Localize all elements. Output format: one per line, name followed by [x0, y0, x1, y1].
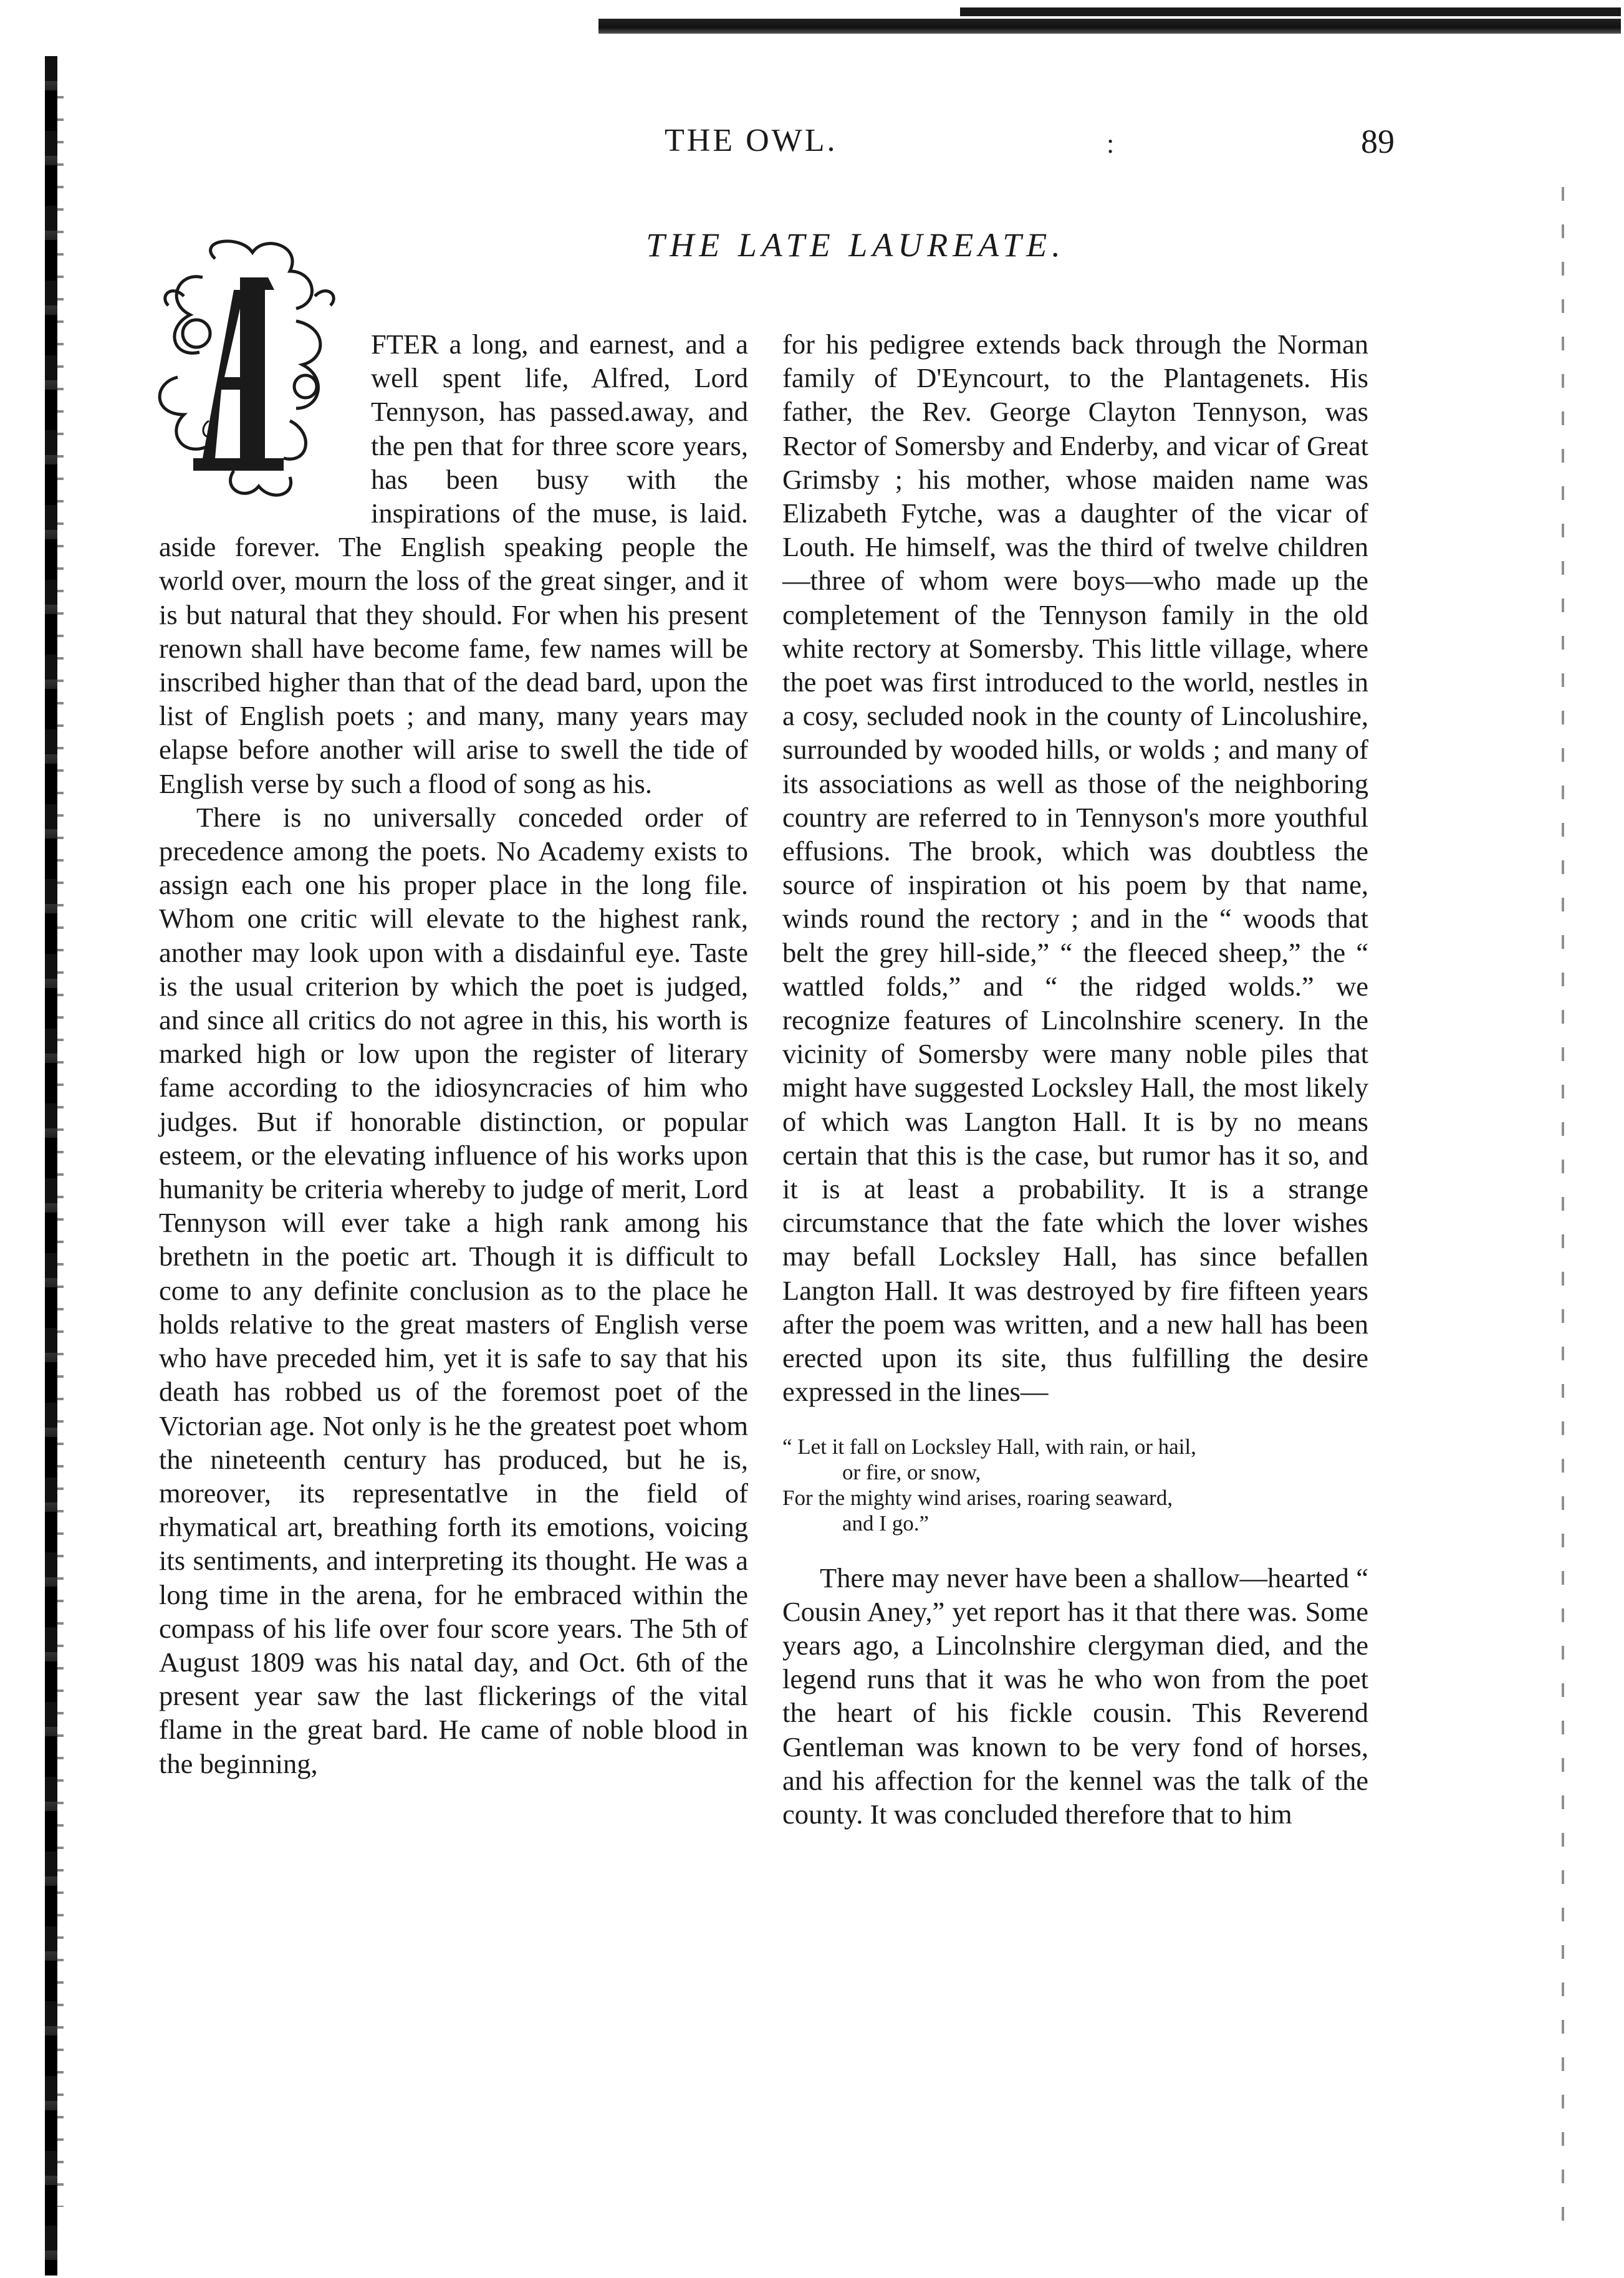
- drop-cap-ornament: [140, 234, 360, 508]
- running-head: THE OWL.: [665, 123, 838, 158]
- article-title: THE LATE LAUREATE.: [646, 226, 1065, 264]
- scan-edge-top: [598, 19, 1621, 34]
- scan-binding-edge: [45, 56, 57, 2276]
- header-mark: :: [1107, 128, 1115, 159]
- verse-line-continuation: and I go.”: [842, 1511, 929, 1535]
- page-number: 89: [1361, 123, 1395, 160]
- verse-line: For the mighty wind arises, roaring seaward,: [782, 1485, 1173, 1510]
- paragraph: There may never have been a shallow—hearted “ Cousin Aney,” yet report has it that there was. Some years ago, a Lincolnshire clergyman died, and the legend runs that it was he who won from the poet the heart of his fickle cousin. This Reverend Gentleman was known to be very fond of horses, and his affection for the kennel was the talk of the county. It was concluded therefore that to him: [782, 1562, 1368, 1830]
- paragraph: There is no universally conceded order of precedence among the poets. No Academy exists to assign each one his proper place in the long file. Whom one critic will elevate to the highest rank, another may look upon with a disdainful eye. Taste is the usual criterion by which the poet is judged, and since all critics do not agree in this, his worth is marked high or low upon the register of literary fame according to the idiosyncracies of him who judges. But if honorable distinction, or popular esteem, or the elevating influence of his works upon humanity be criteria whereby to judge of merit, Lord Tennyson will ever take a high rank among his brethetn in the poetic art. Though it is difficult to come to any definite conclusion as to the place he holds relative to the great masters of English verse who have preceded him, yet it is safe to say that his death has robbed us of the foremost poet of the Victorian age. Not only is he the greatest poet whom the nineteenth century has produced, but he is, moreover, its representatlve in the field of rhymatical art, breathing forth its emotions, voicing its sentiments, and interpreting its thought. He was a long time in the arena, for he embraced within the compass of his life over four score years. The 5th of August 1809 was his natal day, and Oct. 6th of the present year saw the last flickerings of the vital flame in the great bard. He came of noble blood in the beginning,: [159, 801, 748, 1779]
- left-column: [159, 327, 748, 1781]
- verse-quotation: [782, 1434, 1368, 1536]
- paragraph-opening: [159, 327, 748, 800]
- right-column: [782, 327, 1368, 1831]
- scan-right-edge: [1562, 187, 1564, 2244]
- scan-binding-shadow: [57, 87, 64, 2207]
- paragraph-text: FTER a long, and earnest, and a well spent life, Alfred, Lord Tennyson, has passed.away, and the pen that for three score years, has been busy with the inspirations of the muse, is laid. aside forever. The English speaking people the world over, mourn the loss of the great singer, and it is but natural that they should. For when his present renown shall have become fame, few names will be inscribed higher than that of the dead bard, upon the list of English poets ; and many, many years may elapse before another will arise to swell the tide of English verse by such a flood of song as his.: [159, 329, 748, 799]
- scan-edge-top-thin: [960, 7, 1621, 16]
- verse-line: “ Let it fall on Locksley Hall, with rain, or hail,: [782, 1434, 1196, 1459]
- paragraph: for his pedigree extends back through the Norman family of D'Eyncourt, to the Plantagenets. His father, the Rev. George Clayton Tennyson, was Rector of Somersby and Enderby, and vicar of Great Grimsby ; his mother, whose maiden name was Elizabeth Fytche, was a daughter of the vicar of Louth. He himself, was the third of twelve children—three of whom were boys—who made up the completement of the Tennyson family in the old white rectory at Somersby. This little village, where the poet was first introduced to the world, nestles in a cosy, secluded nook in the county of Lincolushire, surrounded by wooded hills, or wolds ; and many of its associations as well as those of the neighboring country are referred to in Tennyson's more youthful effusions. The brook, which was doubtless the source of inspiration ot his poem by that name, winds round the rectory ; and in the “ woods that belt the grey hill-side,” “ the fleeced sheep,” the “ wattled folds,” and “ the ridged wolds.” we recognize features of Lincolnshire scenery. In the vicinity of Somersby were many noble piles that might have suggested Locksley Hall, the most likely of which was Langton Hall. It is by no means certain that this is the case, but rumor has it so, and it is at least a probability. It is a strange circumstance that the fate which the lover wishes may befall Locksley Hall, has since befallen Langton Hall. It was destroyed by fire fifteen years after the poem was written, and a new hall has been erected upon its site, thus fulfilling the desire expressed in the lines—: [782, 329, 1368, 1408]
- verse-line-continuation: or fire, or snow,: [842, 1459, 981, 1484]
